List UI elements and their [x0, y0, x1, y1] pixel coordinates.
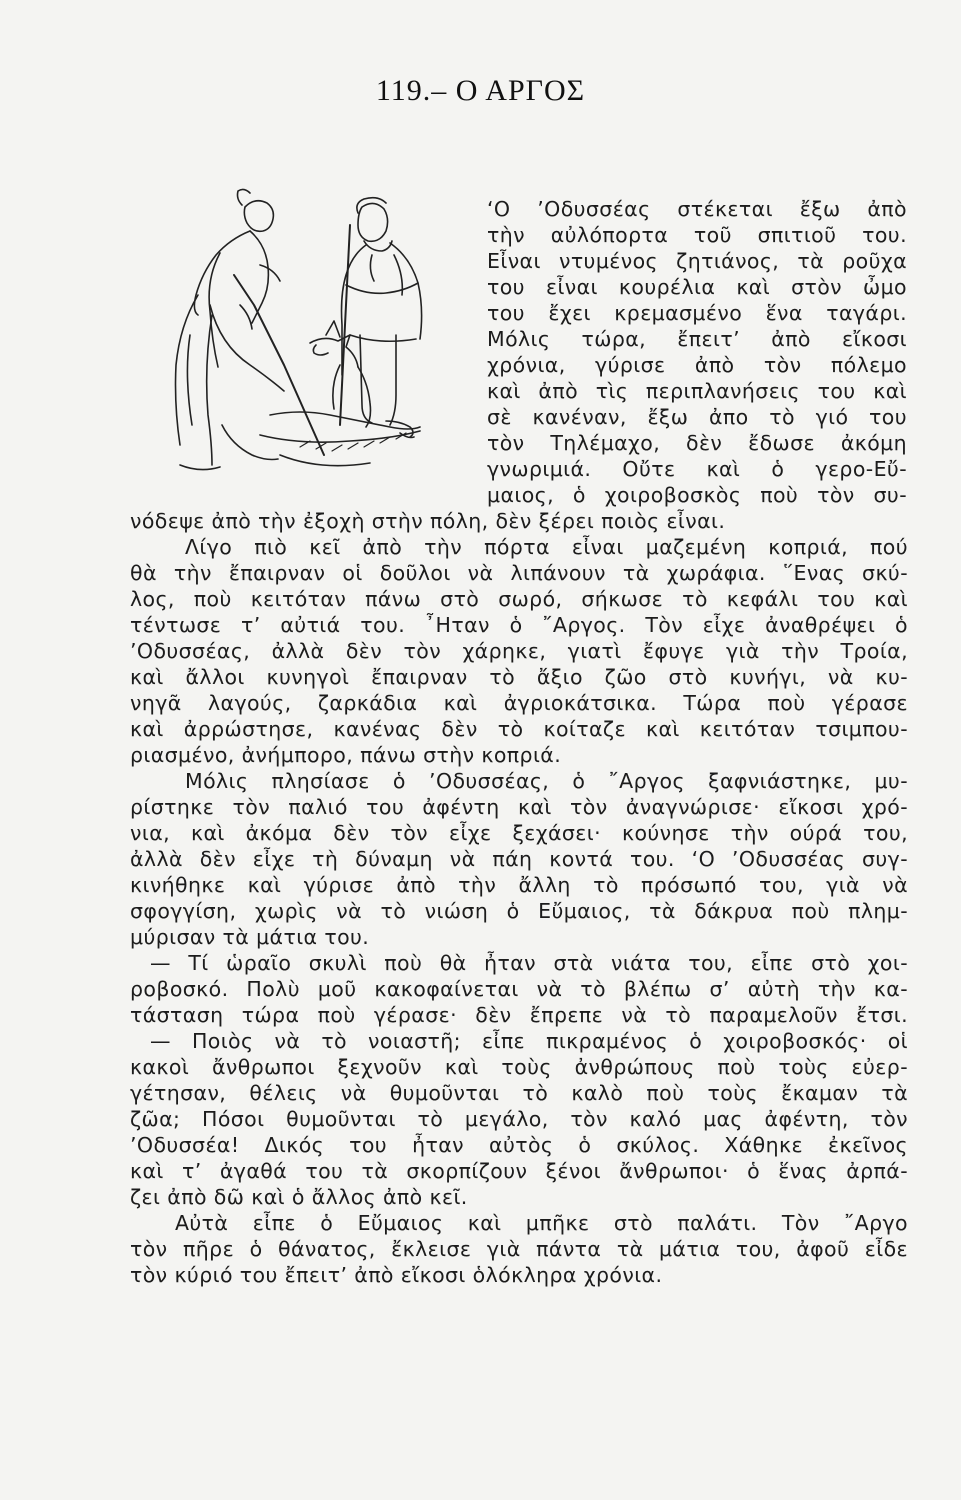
text-line: σὲ κανέναν, ἔξω ἀπο τὸ γιό του: [487, 405, 907, 429]
text-line: καὶ ἀπὸ τὶς περιπλανήσεις του καὶ: [487, 379, 907, 403]
text-line: χρόνια, γύρισε ἀπὸ τὸν πόλεμο: [487, 353, 907, 377]
text-line: κακοὶ ἄνθρωποι ξεχνοῦν καὶ τοὺς ἀνθρώπους ποὺ τοὺς εὐερ-: [130, 1055, 908, 1079]
text-line: του εἶναι κουρέλια καὶ στὸν ὦμο: [487, 275, 907, 299]
text-line: — Ποιὸς νὰ τὸ νοιαστῆ; εἶπε πικραμένος ὁ χοιροβοσκός· οἱ: [150, 1029, 908, 1053]
text-line: ἀλλὰ δὲν εἶχε τὴ δύναμη νὰ πάη κοντά του. ‘Ο ’Οδυσσέας συγ-: [130, 847, 908, 871]
text-line: γνωριμιά. Οὔτε καὶ ὁ γερο-Εὔ-: [487, 457, 907, 481]
text-line: νόδεψε ἀπὸ τὴν ἐξοχὴ στὴν πόλη, δὲν ξέρει ποιὸς εἶναι.: [130, 509, 726, 533]
text-line: νηγᾶ λαγούς, ζαρκάδια καὶ ἀγριοκάτσικα. Τώρα ποὺ γέρασε: [130, 691, 908, 715]
text-line: καὶ ἄλλοι κυνηγοὶ ἔπαιρναν τὸ ἄξιο ζῶο στὸ κυνήγι, νὰ κυ-: [130, 665, 908, 689]
text-line: μύρισαν τὰ μάτια του.: [130, 925, 370, 949]
text-line: ’Οδυσσέα! Δικός του ἦταν αὐτὸς ὁ σκύλος. Χάθηκε ἐκεῖνος: [130, 1133, 908, 1157]
text-line: νια, καὶ ἀκόμα δὲν τὸν εἶχε ξεχάσει· κούνησε τὴν ούρά του,: [130, 821, 908, 845]
text-line: ροβοσκό. Πολὺ μοῦ κακοφαίνεται νὰ τὸ βλέπω σ’ αὐτὴ τὴν κα-: [130, 977, 908, 1001]
text-line: ‘Ο ’Οδυσσέας στέκεται ἔξω ἀπὸ: [487, 197, 907, 221]
text-line: τὸν πῆρε ὁ θάνατος, ἔκλεισε γιὰ πάντα τὰ μάτια του, ἀφοῦ εἶδε: [130, 1237, 908, 1261]
text-line: Αὐτὰ εἶπε ὁ Εὔμαιος καὶ μπῆκε στὸ παλάτι. Τὸν ῎Αργο: [175, 1211, 908, 1235]
text-line: σφογγίση, χωρὶς νὰ τὸ νιώση ὁ Εὔμαιος, τὰ δάκρυα ποὺ πλημ-: [130, 899, 908, 923]
page-title: 119.– Ο ΑΡΓΟΣ: [375, 74, 586, 107]
text-line: γέτησαν, θέλεις νὰ θυμοῦνται τὸ καλὸ ποὺ τοὺς ἔκαμαν τὰ: [130, 1081, 908, 1105]
text-line: του ἔχει κρεμασμένο ἕνα ταγάρι.: [487, 301, 907, 325]
text-line: θὰ τὴν ἔπαιρναν οἱ δοῦλοι νὰ λιπάνουν τὰ χωράφια. ῞Ενας σκύ-: [130, 561, 908, 585]
text-line: τάσταση τώρα ποὺ γέρασε· δὲν ἔπρεπε νὰ τὸ παραμελοῦν ἔτσι.: [130, 1003, 908, 1027]
text-line: λος, ποὺ κειτόταν πάνω στὸ σωρό, σήκωσε τὸ κεφάλι του καὶ: [130, 587, 908, 611]
text-line: μαιος, ὁ χοιροβοσκὸς ποὺ τὸν συ-: [487, 483, 907, 507]
text-line: τέντωσε τ’ αὐτιά του. ῏Ηταν ὁ ῎Αργος. Τὸν εἶχε ἀναθρέψει ὁ: [130, 613, 908, 637]
text-line: κινήθηκε καὶ γύρισε ἀπὸ τὴν ἄλλη τὸ πρόσωπό του, γιὰ νὰ: [130, 873, 908, 897]
text-line: — Τί ὡραῖο σκυλὶ ποὺ θὰ ἦταν στὰ νιάτα του, εἶπε στὸ χοι-: [150, 951, 908, 975]
text-line: Εἶναι ντυμένος ζητιάνος, τὰ ροῦχα: [487, 249, 907, 273]
odysseus-eumaeus-argos-illustration-icon: [150, 185, 440, 485]
text-line: ζει ἀπὸ δῶ καὶ ὁ ἄλλος ἀπὸ κεῖ.: [130, 1185, 468, 1209]
text-line: Μόλις τώρα, ἔπειτ’ ἀπὸ εἴκοσι: [487, 327, 907, 351]
text-line: ζῶα; Πόσοι θυμοῦνται τὸ μεγάλο, τὸν καλό μας ἀφέντη, τὸν: [130, 1107, 908, 1131]
text-line: ρίστηκε τὸν παλιό του ἀφέντη καὶ τὸν ἀναγνώρισε· εἴκοσι χρό-: [130, 795, 908, 819]
text-line: τὴν αὐλόπορτα τοῦ σπιτιοῦ του.: [487, 223, 907, 247]
text-line: ’Οδυσσέας, ἀλλὰ δὲν τὸν χάρηκε, γιατὶ ἔφυγε γιὰ τὴν Τροία,: [130, 639, 908, 663]
text-line: καὶ ἀρρώστησε, κανένας δὲν τὸ κοίταζε καὶ κειτόταν τσιμπου-: [130, 717, 908, 741]
text-line: Μόλις πλησίασε ὁ ’Οδυσσέας, ὁ ῎Αργος ξαφνιάστηκε, μυ-: [185, 769, 908, 793]
text-line: Λίγο πιὸ κεῖ ἀπὸ τὴν πόρτα εἶναι μαζεμένη κοπριά, πού: [185, 535, 908, 559]
eumaeus-figure-icon: [340, 198, 422, 425]
text-line: ριασμένο, ἀνήμπορο, πάνω στὴν κοπριά.: [130, 743, 562, 767]
text-line: τὸν Τηλέμαχο, δὲν ἔδωσε ἀκόμη: [487, 431, 907, 455]
text-line: καὶ τ’ ἀγαθά του τὰ σκορπίζουν ξένοι ἄνθρωποι· ὁ ἕνας ἀρπά-: [130, 1159, 908, 1183]
text-line: τὸν κύριό του ἔπειτ’ ἀπὸ εἴκοσι ὁλόκληρα χρόνια.: [130, 1263, 663, 1287]
odysseus-figure-icon: [176, 189, 325, 469]
